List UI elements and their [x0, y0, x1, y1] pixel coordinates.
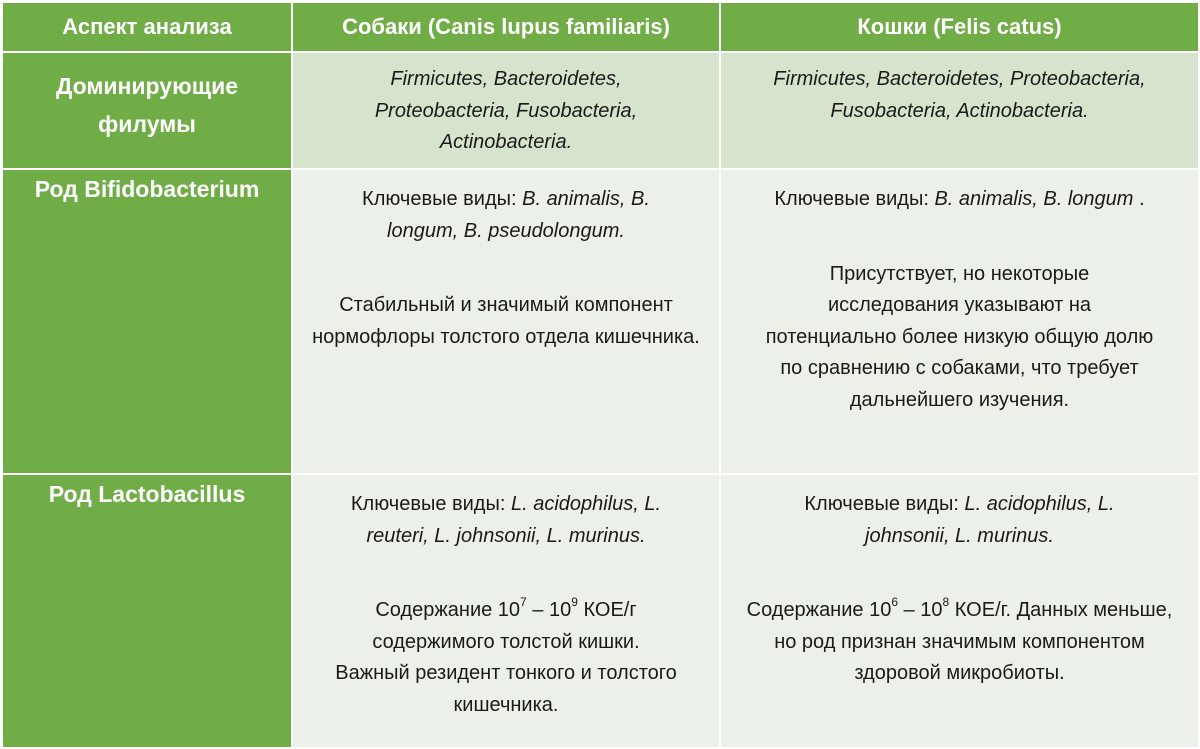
table-row [2, 169, 1199, 474]
table-row [2, 474, 1199, 748]
dogs-dominant-phyla [292, 52, 720, 169]
dogs-lactobacillus [292, 474, 720, 748]
header-aspect: Аспект анализа [2, 2, 292, 52]
aspect-label: Род Bifidobacterium [34, 176, 260, 202]
aspect-bifidobacterium [2, 169, 292, 474]
exponent: 9 [571, 595, 578, 610]
dogs-lacto-species [321, 489, 691, 552]
key-species-label: Ключевые виды: [362, 188, 523, 210]
aspect-label: Род Lactobacillus [48, 481, 246, 507]
content-suffix: КОЕ/г содержимого толстой кишки. Важный резидент тонкого и толстого кишечника. [335, 599, 677, 716]
species-list: B. animalis, B. longum [934, 188, 1134, 210]
species-list: B. animalis, B. longum, B. pseudolongum. [387, 188, 650, 242]
aspect-dominant-phyla [2, 52, 292, 169]
species-list: L. acidophilus, L. reuteri, L. johnsonii, L. murinus. [366, 493, 662, 547]
dogs-bifido-note: Стабильный и значимый компонент нормофлоры толстого отдела кишечника. [312, 294, 700, 348]
cats-bifido-species [740, 184, 1180, 216]
cats-bifido-note: Присутствует, но некоторые исследования указывают на потенциально более низкую общую долю по сравнению с собаками, что требует дальнейшего изучения. [765, 262, 1154, 411]
key-species-label: Ключевые виды: [774, 188, 935, 210]
aspect-label: Доминирующие филумы [55, 73, 239, 137]
header-cats: Кошки (Felis catus) [720, 2, 1199, 52]
exponent: 8 [942, 595, 950, 610]
header-dogs: Собаки (Canis lupus familiaris) [292, 2, 720, 52]
exponent: 7 [520, 595, 527, 610]
cats-lacto-content [745, 595, 1175, 690]
content-prefix: Содержание 10 [375, 599, 521, 621]
cats-bifidobacterium [720, 169, 1199, 474]
aspect-lactobacillus [2, 474, 292, 748]
dogs-bifidobacterium [292, 169, 720, 474]
cats-lactobacillus [720, 474, 1199, 748]
dogs-bifido-species [336, 184, 676, 247]
key-species-label: Ключевые виды: [804, 493, 965, 515]
cats-dominant-phyla [720, 52, 1199, 169]
content-prefix: Содержание 10 [746, 599, 892, 621]
cats-phyla-list: Firmicutes, Bacteroidetes, Proteobacteria, Fusobacteria, Actinobacteria. [773, 68, 1146, 122]
content-suffix: КОЕ/г. Данных меньше, но род признан значимым компонентом здоровой микробиоты. [774, 599, 1173, 684]
dogs-phyla-list: Firmicutes, Bacteroidetes, Proteobacteria, Fusobacteria, Actinobacteria. [374, 68, 638, 153]
microbiota-comparison-table [1, 1, 1200, 749]
species-list: L. acidophilus, L. johnsonii, L. murinus. [865, 493, 1115, 547]
key-species-label: Ключевые виды: [350, 493, 511, 515]
table-row [2, 52, 1199, 169]
species-end: . [1133, 188, 1145, 210]
header-row [2, 2, 1199, 52]
dogs-lacto-content [334, 595, 679, 721]
exponent: 6 [891, 595, 899, 610]
content-mid: – 10 [526, 599, 572, 621]
content-mid: – 10 [898, 599, 943, 621]
cats-lacto-species [770, 489, 1150, 552]
